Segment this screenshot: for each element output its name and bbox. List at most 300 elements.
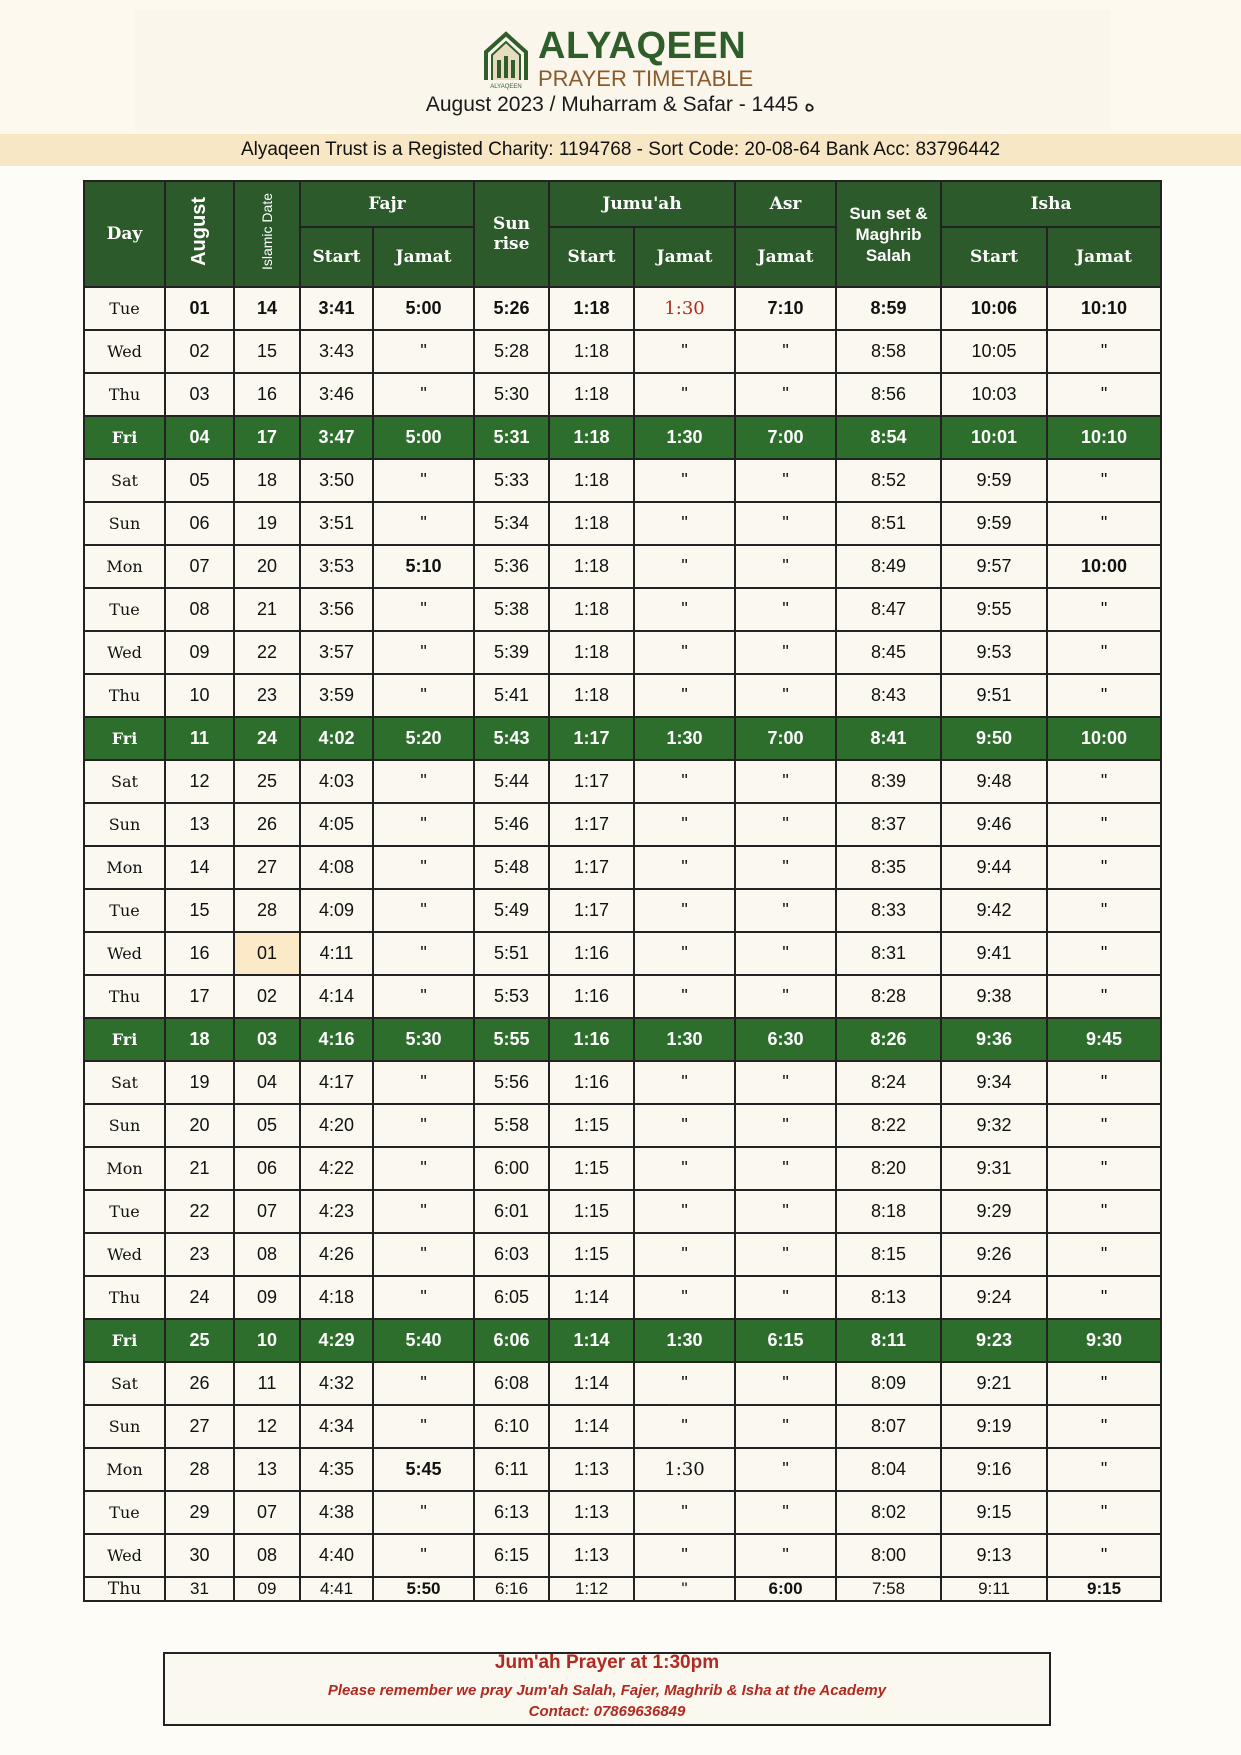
jumah-jamat-cell: " xyxy=(634,889,735,932)
jumah-jamat-cell: " xyxy=(634,1534,735,1577)
sunrise-cell: 5:46 xyxy=(474,803,549,846)
isha-jamat-cell: " xyxy=(1047,1534,1161,1577)
august-cell: 19 xyxy=(165,1061,234,1104)
table-row xyxy=(84,416,1161,459)
header-fajr: Fajr xyxy=(300,181,474,227)
jumah-jamat-cell: " xyxy=(634,1061,735,1104)
fajr-jamat-cell: " xyxy=(373,459,474,502)
jumah-start-cell: 1:18 xyxy=(549,502,634,545)
table-row xyxy=(84,287,1161,330)
sunrise-cell: 5:33 xyxy=(474,459,549,502)
august-cell: 31 xyxy=(165,1577,234,1601)
day-cell: Tue xyxy=(84,588,165,631)
maghrib-cell: 8:33 xyxy=(836,889,941,932)
jumah-start-cell: 1:18 xyxy=(549,459,634,502)
maghrib-cell: 8:07 xyxy=(836,1405,941,1448)
day-cell: Thu xyxy=(84,373,165,416)
maghrib-cell: 8:39 xyxy=(836,760,941,803)
day-cell: Wed xyxy=(84,631,165,674)
day-cell: Sun xyxy=(84,1104,165,1147)
maghrib-cell: 8:45 xyxy=(836,631,941,674)
fajr-start-cell: 3:43 xyxy=(300,330,373,373)
maghrib-cell: 8:00 xyxy=(836,1534,941,1577)
day-cell: Thu xyxy=(84,674,165,717)
islamic-date-cell: 13 xyxy=(234,1448,300,1491)
day-cell: Tue xyxy=(84,287,165,330)
asr-jamat-cell: " xyxy=(735,459,836,502)
jumah-jamat-cell: " xyxy=(634,373,735,416)
jumah-start-cell: 1:14 xyxy=(549,1362,634,1405)
islamic-date-cell: 09 xyxy=(234,1276,300,1319)
fajr-start-cell: 4:22 xyxy=(300,1147,373,1190)
jumah-jamat-cell: " xyxy=(634,1190,735,1233)
isha-jamat-cell: " xyxy=(1047,1147,1161,1190)
isha-jamat-cell: " xyxy=(1047,932,1161,975)
isha-start-cell: 9:24 xyxy=(941,1276,1047,1319)
jumah-jamat-cell: " xyxy=(634,631,735,674)
day-cell: Thu xyxy=(84,1276,165,1319)
august-cell: 08 xyxy=(165,588,234,631)
jumah-start-cell: 1:13 xyxy=(549,1534,634,1577)
jumah-start-cell: 1:18 xyxy=(549,287,634,330)
header-fajr-jamat: Jamat xyxy=(373,227,474,287)
header-asr-jamat: Jamat xyxy=(735,227,836,287)
fajr-start-cell: 4:16 xyxy=(300,1018,373,1061)
charity-bar: Alyaqeen Trust is a Registed Charity: 1194768 - Sort Code: 20-08-64 Bank Acc: 83796442 xyxy=(0,134,1241,166)
asr-jamat-cell: " xyxy=(735,1491,836,1534)
day-cell: Sun xyxy=(84,502,165,545)
sunrise-cell: 5:56 xyxy=(474,1061,549,1104)
asr-jamat-cell: 7:00 xyxy=(735,717,836,760)
jumah-jamat-cell: " xyxy=(634,846,735,889)
jumah-start-cell: 1:16 xyxy=(549,975,634,1018)
islamic-date-cell: 14 xyxy=(234,287,300,330)
table-row xyxy=(84,803,1161,846)
asr-jamat-cell: " xyxy=(735,1104,836,1147)
isha-jamat-cell: 9:45 xyxy=(1047,1018,1161,1061)
day-cell: Tue xyxy=(84,889,165,932)
fajr-jamat-cell: " xyxy=(373,932,474,975)
isha-start-cell: 9:19 xyxy=(941,1405,1047,1448)
jumah-jamat-cell: " xyxy=(634,1362,735,1405)
asr-jamat-cell: " xyxy=(735,545,836,588)
fajr-jamat-cell: " xyxy=(373,631,474,674)
isha-start-cell: 9:13 xyxy=(941,1534,1047,1577)
day-cell: Wed xyxy=(84,1233,165,1276)
isha-jamat-cell: " xyxy=(1047,1276,1161,1319)
jumah-jamat-cell: " xyxy=(634,459,735,502)
sunrise-cell: 5:28 xyxy=(474,330,549,373)
august-cell: 16 xyxy=(165,932,234,975)
asr-jamat-cell: 6:00 xyxy=(735,1577,836,1601)
sunrise-cell: 6:08 xyxy=(474,1362,549,1405)
sunrise-cell: 5:49 xyxy=(474,889,549,932)
asr-jamat-cell: " xyxy=(735,1534,836,1577)
august-cell: 27 xyxy=(165,1405,234,1448)
header-isha: Isha xyxy=(941,181,1161,227)
fajr-start-cell: 4:40 xyxy=(300,1534,373,1577)
jumah-jamat-cell: " xyxy=(634,1577,735,1601)
islamic-date-cell: 11 xyxy=(234,1362,300,1405)
maghrib-cell: 8:13 xyxy=(836,1276,941,1319)
jumah-start-cell: 1:13 xyxy=(549,1491,634,1534)
sunrise-cell: 6:05 xyxy=(474,1276,549,1319)
jumah-start-cell: 1:12 xyxy=(549,1577,634,1601)
jumah-jamat-cell: 1:30 xyxy=(634,1018,735,1061)
table-row xyxy=(84,975,1161,1018)
sunrise-cell: 6:15 xyxy=(474,1534,549,1577)
jumah-start-cell: 1:15 xyxy=(549,1104,634,1147)
jumah-jamat-cell: " xyxy=(634,932,735,975)
isha-start-cell: 9:50 xyxy=(941,717,1047,760)
fajr-jamat-cell: 5:00 xyxy=(373,287,474,330)
asr-jamat-cell: " xyxy=(735,588,836,631)
asr-jamat-cell: " xyxy=(735,1276,836,1319)
isha-start-cell: 9:36 xyxy=(941,1018,1047,1061)
table-row xyxy=(84,1362,1161,1405)
asr-jamat-cell: " xyxy=(735,502,836,545)
jumah-jamat-cell: " xyxy=(634,803,735,846)
islamic-date-cell: 03 xyxy=(234,1018,300,1061)
fajr-jamat-cell: " xyxy=(373,1061,474,1104)
brand-name: ALYAQEEN xyxy=(538,25,747,67)
asr-jamat-cell: " xyxy=(735,330,836,373)
jumah-jamat-cell: " xyxy=(634,502,735,545)
august-cell: 23 xyxy=(165,1233,234,1276)
jumah-start-cell: 1:18 xyxy=(549,330,634,373)
contact-line: Contact: 07869636849 xyxy=(528,1703,686,1720)
isha-jamat-cell: " xyxy=(1047,1061,1161,1104)
page-subtitle: PRAYER TIMETABLE xyxy=(538,66,754,91)
asr-jamat-cell: " xyxy=(735,631,836,674)
fajr-jamat-cell: " xyxy=(373,1362,474,1405)
august-cell: 07 xyxy=(165,545,234,588)
asr-jamat-cell: 7:10 xyxy=(735,287,836,330)
isha-start-cell: 10:05 xyxy=(941,330,1047,373)
fajr-jamat-cell: " xyxy=(373,1534,474,1577)
asr-jamat-cell: " xyxy=(735,1233,836,1276)
fajr-start-cell: 3:56 xyxy=(300,588,373,631)
sunrise-cell: 6:13 xyxy=(474,1491,549,1534)
fajr-start-cell: 3:50 xyxy=(300,459,373,502)
table-row xyxy=(84,1276,1161,1319)
sunrise-cell: 6:00 xyxy=(474,1147,549,1190)
jumah-jamat-cell: " xyxy=(634,1233,735,1276)
maghrib-cell: 8:02 xyxy=(836,1491,941,1534)
august-cell: 25 xyxy=(165,1319,234,1362)
header-asr: Asr xyxy=(735,181,836,227)
islamic-date-cell: 02 xyxy=(234,975,300,1018)
fajr-jamat-cell: " xyxy=(373,1276,474,1319)
isha-jamat-cell: " xyxy=(1047,1448,1161,1491)
islamic-date-cell: 16 xyxy=(234,373,300,416)
isha-start-cell: 9:31 xyxy=(941,1147,1047,1190)
maghrib-cell: 8:35 xyxy=(836,846,941,889)
asr-jamat-cell: " xyxy=(735,1147,836,1190)
isha-jamat-cell: 10:10 xyxy=(1047,416,1161,459)
day-cell: Wed xyxy=(84,1534,165,1577)
day-cell: Mon xyxy=(84,1448,165,1491)
asr-jamat-cell: " xyxy=(735,373,836,416)
fajr-jamat-cell: " xyxy=(373,1491,474,1534)
prayer-timetable xyxy=(83,180,1162,1602)
day-cell: Sat xyxy=(84,1362,165,1405)
fajr-jamat-cell: " xyxy=(373,1405,474,1448)
jumah-start-cell: 1:17 xyxy=(549,760,634,803)
isha-start-cell: 9:46 xyxy=(941,803,1047,846)
maghrib-cell: 8:11 xyxy=(836,1319,941,1362)
jumah-start-cell: 1:16 xyxy=(549,1061,634,1104)
table-row xyxy=(84,1319,1161,1362)
fajr-start-cell: 4:35 xyxy=(300,1448,373,1491)
august-cell: 09 xyxy=(165,631,234,674)
fajr-jamat-cell: " xyxy=(373,1233,474,1276)
fajr-start-cell: 4:09 xyxy=(300,889,373,932)
jumah-jamat-cell: " xyxy=(634,760,735,803)
islamic-date-cell: 08 xyxy=(234,1534,300,1577)
fajr-jamat-cell: 5:00 xyxy=(373,416,474,459)
header-sunset-maghrib: Sun set & Maghrib Salah xyxy=(836,181,941,287)
sunrise-cell: 6:06 xyxy=(474,1319,549,1362)
jumah-start-cell: 1:18 xyxy=(549,631,634,674)
jumah-start-cell: 1:17 xyxy=(549,803,634,846)
maghrib-cell: 8:49 xyxy=(836,545,941,588)
jumah-jamat-cell: " xyxy=(634,674,735,717)
islamic-date-cell: 07 xyxy=(234,1190,300,1233)
isha-start-cell: 9:59 xyxy=(941,502,1047,545)
august-cell: 03 xyxy=(165,373,234,416)
jumah-jamat-cell: 1:30 xyxy=(634,717,735,760)
august-cell: 01 xyxy=(165,287,234,330)
isha-jamat-cell: " xyxy=(1047,1405,1161,1448)
isha-start-cell: 9:44 xyxy=(941,846,1047,889)
isha-jamat-cell: " xyxy=(1047,674,1161,717)
asr-jamat-cell: " xyxy=(735,1190,836,1233)
sunrise-cell: 6:16 xyxy=(474,1577,549,1601)
isha-jamat-cell: 9:15 xyxy=(1047,1577,1161,1601)
fajr-start-cell: 4:41 xyxy=(300,1577,373,1601)
mosque-logo-icon xyxy=(482,28,530,90)
isha-jamat-cell: " xyxy=(1047,459,1161,502)
isha-jamat-cell: " xyxy=(1047,760,1161,803)
islamic-date-cell: 10 xyxy=(234,1319,300,1362)
fajr-start-cell: 3:51 xyxy=(300,502,373,545)
jumah-notice: Jum'ah Prayer at 1:30pm xyxy=(494,1652,720,1673)
isha-start-cell: 10:06 xyxy=(941,287,1047,330)
header-jumah: Jumu'ah xyxy=(549,181,735,227)
isha-start-cell: 9:11 xyxy=(941,1577,1047,1601)
header-islamic-date xyxy=(234,181,300,287)
sunrise-cell: 5:55 xyxy=(474,1018,549,1061)
isha-jamat-cell: 10:00 xyxy=(1047,545,1161,588)
day-cell: Thu xyxy=(84,1577,165,1601)
isha-start-cell: 9:41 xyxy=(941,932,1047,975)
isha-start-cell: 9:34 xyxy=(941,1061,1047,1104)
islamic-date-cell: 12 xyxy=(234,1405,300,1448)
fajr-jamat-cell: " xyxy=(373,588,474,631)
august-cell: 20 xyxy=(165,1104,234,1147)
maghrib-cell: 7:58 xyxy=(836,1577,941,1601)
isha-jamat-cell: " xyxy=(1047,373,1161,416)
table-row xyxy=(84,459,1161,502)
islamic-date-cell: 05 xyxy=(234,1104,300,1147)
asr-jamat-cell: " xyxy=(735,975,836,1018)
isha-start-cell: 10:01 xyxy=(941,416,1047,459)
fajr-jamat-cell: " xyxy=(373,889,474,932)
fajr-jamat-cell: " xyxy=(373,803,474,846)
jumah-jamat-cell: " xyxy=(634,1405,735,1448)
august-cell: 02 xyxy=(165,330,234,373)
day-cell: Mon xyxy=(84,1147,165,1190)
fajr-jamat-cell: " xyxy=(373,1104,474,1147)
isha-jamat-cell: " xyxy=(1047,1104,1161,1147)
maghrib-cell: 8:24 xyxy=(836,1061,941,1104)
islamic-date-cell: 20 xyxy=(234,545,300,588)
august-cell: 21 xyxy=(165,1147,234,1190)
fajr-start-cell: 4:29 xyxy=(300,1319,373,1362)
maghrib-cell: 8:20 xyxy=(836,1147,941,1190)
maghrib-cell: 8:04 xyxy=(836,1448,941,1491)
header-august xyxy=(165,181,234,287)
table-row xyxy=(84,502,1161,545)
maghrib-cell: 8:15 xyxy=(836,1233,941,1276)
isha-start-cell: 9:21 xyxy=(941,1362,1047,1405)
maghrib-cell: 8:43 xyxy=(836,674,941,717)
august-cell: 17 xyxy=(165,975,234,1018)
fajr-jamat-cell: " xyxy=(373,846,474,889)
header-august-label: August xyxy=(188,197,210,266)
day-cell: Mon xyxy=(84,846,165,889)
islamic-date-cell: 27 xyxy=(234,846,300,889)
isha-jamat-cell: " xyxy=(1047,631,1161,674)
sunrise-cell: 5:51 xyxy=(474,932,549,975)
august-cell: 22 xyxy=(165,1190,234,1233)
asr-jamat-cell: " xyxy=(735,1362,836,1405)
fajr-jamat-cell: " xyxy=(373,1147,474,1190)
day-cell: Wed xyxy=(84,932,165,975)
day-cell: Sun xyxy=(84,803,165,846)
fajr-jamat-cell: " xyxy=(373,674,474,717)
august-cell: 18 xyxy=(165,1018,234,1061)
fajr-start-cell: 4:14 xyxy=(300,975,373,1018)
asr-jamat-cell: " xyxy=(735,760,836,803)
fajr-start-cell: 4:23 xyxy=(300,1190,373,1233)
august-cell: 29 xyxy=(165,1491,234,1534)
fajr-jamat-cell: 5:10 xyxy=(373,545,474,588)
sunrise-cell: 5:58 xyxy=(474,1104,549,1147)
jumah-start-cell: 1:14 xyxy=(549,1276,634,1319)
sunrise-cell: 5:31 xyxy=(474,416,549,459)
fajr-start-cell: 4:11 xyxy=(300,932,373,975)
sunrise-cell: 5:48 xyxy=(474,846,549,889)
asr-jamat-cell: " xyxy=(735,889,836,932)
table-row xyxy=(84,717,1161,760)
fajr-start-cell: 3:47 xyxy=(300,416,373,459)
fajr-jamat-cell: 5:50 xyxy=(373,1577,474,1601)
fajr-start-cell: 3:53 xyxy=(300,545,373,588)
islamic-date-cell: 23 xyxy=(234,674,300,717)
table-row xyxy=(84,846,1161,889)
isha-jamat-cell: " xyxy=(1047,803,1161,846)
fajr-start-cell: 4:08 xyxy=(300,846,373,889)
table-row xyxy=(84,330,1161,373)
jumah-start-cell: 1:13 xyxy=(549,1448,634,1491)
maghrib-cell: 8:31 xyxy=(836,932,941,975)
day-cell: Sat xyxy=(84,760,165,803)
month-line: August 2023 / Muharram & Safar - 1445 ه xyxy=(425,93,816,116)
sunrise-cell: 5:30 xyxy=(474,373,549,416)
maghrib-cell: 8:28 xyxy=(836,975,941,1018)
islamic-date-cell: 25 xyxy=(234,760,300,803)
isha-jamat-cell: " xyxy=(1047,502,1161,545)
day-cell: Mon xyxy=(84,545,165,588)
jumah-jamat-cell: " xyxy=(634,330,735,373)
day-cell: Fri xyxy=(84,1319,165,1362)
table-row xyxy=(84,1405,1161,1448)
header-isha-jamat: Jamat xyxy=(1047,227,1161,287)
table-row xyxy=(84,1448,1161,1491)
jumah-start-cell: 1:17 xyxy=(549,717,634,760)
day-cell: Sun xyxy=(84,1405,165,1448)
asr-jamat-cell: 7:00 xyxy=(735,416,836,459)
asr-jamat-cell: 6:15 xyxy=(735,1319,836,1362)
asr-jamat-cell: " xyxy=(735,674,836,717)
sunrise-cell: 5:41 xyxy=(474,674,549,717)
header-isha-start: Start xyxy=(941,227,1047,287)
isha-start-cell: 9:38 xyxy=(941,975,1047,1018)
fajr-start-cell: 4:02 xyxy=(300,717,373,760)
jumah-start-cell: 1:16 xyxy=(549,932,634,975)
islamic-date-cell: 01 xyxy=(234,932,300,975)
fajr-start-cell: 4:20 xyxy=(300,1104,373,1147)
isha-start-cell: 9:53 xyxy=(941,631,1047,674)
isha-jamat-cell: " xyxy=(1047,846,1161,889)
islamic-date-cell: 17 xyxy=(234,416,300,459)
fajr-start-cell: 4:03 xyxy=(300,760,373,803)
isha-jamat-cell: " xyxy=(1047,1491,1161,1534)
jumah-start-cell: 1:15 xyxy=(549,1147,634,1190)
header-jumah-jamat: Jamat xyxy=(634,227,735,287)
jumah-start-cell: 1:18 xyxy=(549,373,634,416)
asr-jamat-cell: " xyxy=(735,932,836,975)
fajr-start-cell: 4:05 xyxy=(300,803,373,846)
august-cell: 13 xyxy=(165,803,234,846)
maghrib-cell: 8:18 xyxy=(836,1190,941,1233)
sunrise-cell: 5:43 xyxy=(474,717,549,760)
jumah-start-cell: 1:14 xyxy=(549,1405,634,1448)
isha-jamat-cell: 10:10 xyxy=(1047,287,1161,330)
islamic-date-cell: 09 xyxy=(234,1577,300,1601)
islamic-date-cell: 15 xyxy=(234,330,300,373)
august-cell: 06 xyxy=(165,502,234,545)
sunrise-cell: 5:39 xyxy=(474,631,549,674)
august-cell: 10 xyxy=(165,674,234,717)
isha-jamat-cell: " xyxy=(1047,330,1161,373)
sunrise-cell: 5:38 xyxy=(474,588,549,631)
day-cell: Wed xyxy=(84,330,165,373)
august-cell: 05 xyxy=(165,459,234,502)
maghrib-cell: 8:51 xyxy=(836,502,941,545)
table-row xyxy=(84,1534,1161,1577)
august-cell: 12 xyxy=(165,760,234,803)
jumah-start-cell: 1:18 xyxy=(549,674,634,717)
maghrib-cell: 8:58 xyxy=(836,330,941,373)
islamic-date-cell: 19 xyxy=(234,502,300,545)
maghrib-cell: 8:54 xyxy=(836,416,941,459)
timetable-body xyxy=(84,287,1161,1601)
day-cell: Fri xyxy=(84,416,165,459)
islamic-date-cell: 07 xyxy=(234,1491,300,1534)
